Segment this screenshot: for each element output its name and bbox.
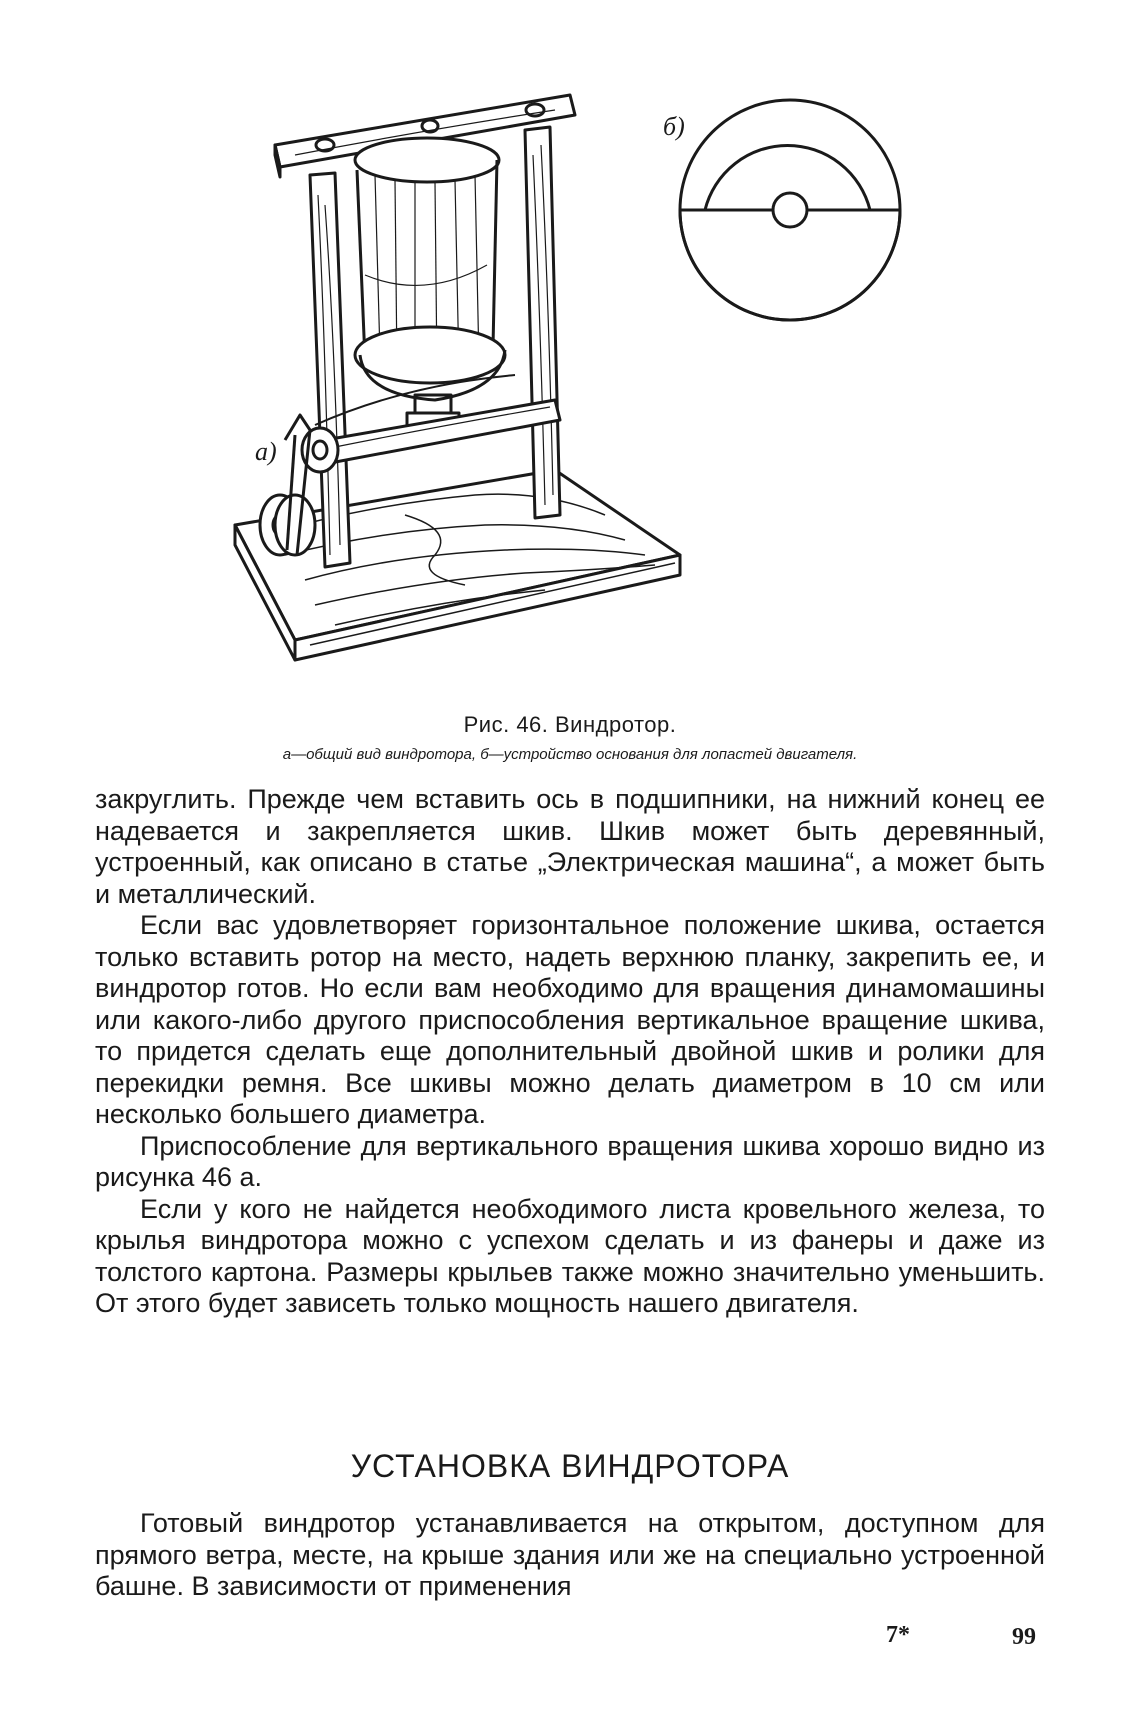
paragraph-4: Если у кого не найдется необходимого листа кровельного железа, то крылья виндротора можно с успехом сделать и из фанеры и даже из толстого картона. Размеры крыльев также можно значительно уменьшить. От этого будет зависеть только мощность нашего двигателя. xyxy=(95,1193,1045,1318)
section-heading: УСТАНОВКА ВИНДРОТОРА xyxy=(350,1448,790,1484)
body-text xyxy=(95,784,1045,1320)
page-number: 99 xyxy=(1012,1624,1036,1650)
figure-label-a: а) xyxy=(255,437,277,466)
section-body-text xyxy=(95,1508,1045,1603)
paragraph-1: закруглить. Прежде чем вставить ось в подшипники, на нижний конец ее надевается и закрепляется шкив. Шкив может быть деревянный, устроенный, как описано в статье „Электрическая машина“, а может быть и металлический. xyxy=(95,784,1045,909)
crossbar xyxy=(325,400,560,463)
paragraph-3: Приспособление для вертикального вращения шкива хорошо видно из рисунка 46 а. xyxy=(95,1130,1045,1192)
figure-label-b: б) xyxy=(663,112,685,141)
base-diagram xyxy=(680,100,900,320)
right-post xyxy=(525,127,560,518)
left-post xyxy=(310,173,350,567)
paragraph-2: Если вас удовлетворяет горизонтальное положение шкива, остается только вставить ротор на место, надеть верхнюю планку, закрепить ее, и виндротор готов. Но если вам необходимо для вращения динамомашины или какого-либо другого приспособления вертикальное вращение шкива, то придется сделать еще дополнительный двойной шкив и ролики для перекидки ремня. Все шкивы можно делать диаметром в 10 см или несколько большего диаметра. xyxy=(95,910,1045,1129)
section-paragraph: Готовый виндротор устанавливается на открытом, доступном для прямого ветра, месте, на крыше здания или же на специально устроенной башне. В зависимости от применения xyxy=(95,1508,1045,1601)
printer-signature: 7* xyxy=(886,1622,910,1648)
figure-caption-subtitle: а—общий вид виндротора, б—устройство основания для лопастей двигателя. xyxy=(282,746,858,763)
figure-caption-title: Рис. 46. Виндротор. xyxy=(463,712,677,737)
windrotor-illustration xyxy=(225,85,925,715)
